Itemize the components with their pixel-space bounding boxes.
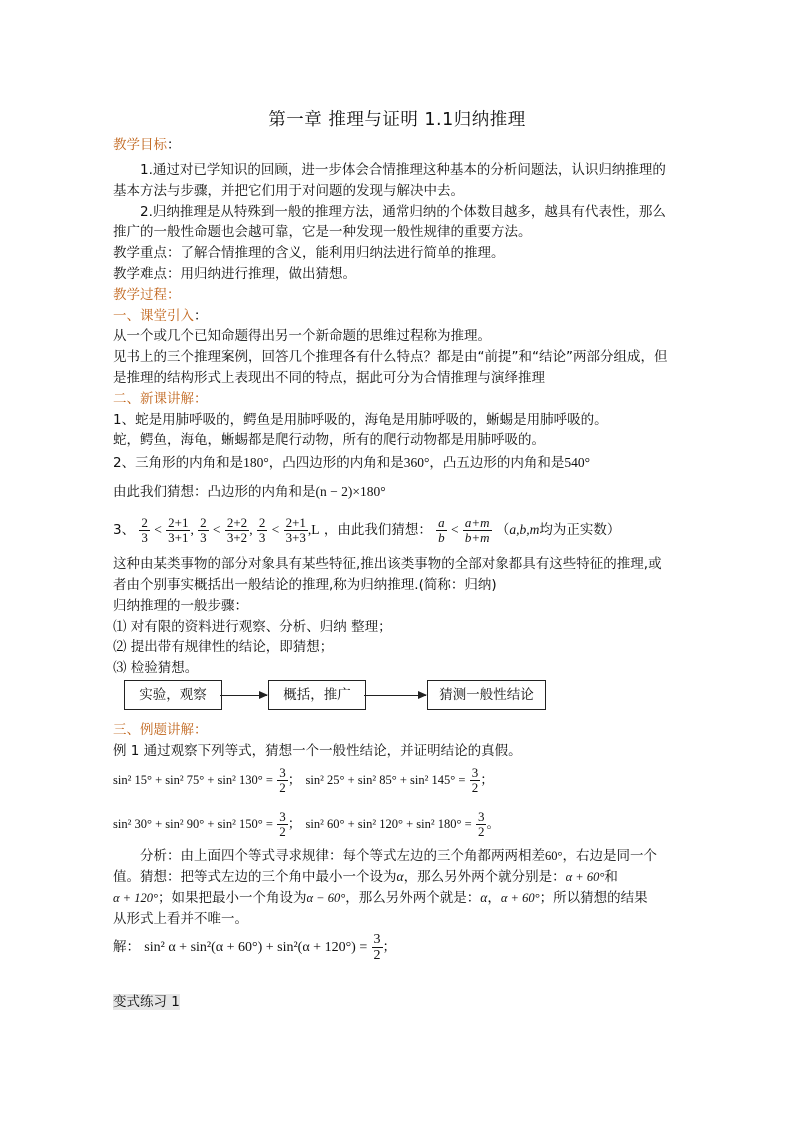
flow-box-conclusion: 猜测一般性结论 [427,680,546,710]
objectives-heading: 教学目标 [113,137,167,153]
equation-1-semicolon: ； [287,772,302,788]
step-2: ⑵ 提出带有规律性的结论，即猜想； [113,639,334,655]
analysis-2-alpha: α [396,869,404,884]
objectives-heading-line [113,135,181,155]
section1-line-1: 从一个或几个已知命题得出另一个新命题的思维过程称为推理。 [113,328,491,344]
condition-open: （ [495,522,510,538]
less-than-3: < [271,522,280,537]
equation-row-2 [113,808,500,840]
angle-sum-540: 540° [564,455,591,470]
objective-2-line-b: 推广的一般性命题也会越可靠，它是一种发现一般性规律的重要方法。 [113,224,532,240]
equation-3: sin² 30° + sin² 90° + sin² 150° = [113,817,273,831]
step-3: ⑶ 检验猜想。 [113,660,199,676]
fraction-example-line [113,515,620,545]
equation-4: sin² 60° + sin² 120° + sin² 180° = [305,817,472,831]
definition-line-1: 这种由某类事物的部分对象具有某些特征,推出该类事物的全部对象都具有这些特征的推理,或 [113,556,662,572]
fraction-example-label: 3、 [113,522,136,538]
objectives-colon: ： [167,137,181,153]
section1-colon: ： [194,308,208,324]
less-than-4: < [450,522,459,537]
fraction-guess-1: $\frac{a}{b}$ [438,514,445,545]
flow-box-observe: 实验，观察 [124,680,222,710]
solution-semicolon: ； [382,939,397,955]
solution-label: 解： [113,939,140,955]
polygon-guess-formula: (n − 2)×180° [315,484,386,499]
less-than-2: < [212,522,221,537]
key-point: 教学重点：了解合情推理的含义，能利用归纳法进行简单的推理。 [113,245,505,261]
condition-text: 均为正实数） [539,522,621,538]
fraction-1: $\frac{2}{3}$ [141,514,148,545]
objective-2-line-a: 2.归纳推理是从特殊到一般的推理方法，通常归纳的个体数目越多，越具有代表性，那么 [140,204,666,220]
section2-line-1: 1、蛇是用肺呼吸的，鳄鱼是用肺呼吸的，海龟是用肺呼吸的，蜥蜴是用肺呼吸的。 [113,412,608,428]
variant-practice-label: 变式练习 1 [113,994,180,1010]
objective-1-line-b: 基本方法与步骤，并把它们用于对问题的发现与解决中去。 [113,183,464,199]
analysis-line-1 [140,846,657,866]
section2-heading: 二、新课讲解： [113,391,208,407]
section2-line-2: 蛇，鳄鱼，海龟，蜥蜴都是爬行动物，所有的爬行动物都是用肺呼吸的。 [113,432,545,448]
analysis-3-alpha: α [480,890,488,905]
analysis-line-4: 从形式上看并不唯一。 [113,911,248,927]
analysis-3-expr: α + 120° [113,891,158,905]
analysis-3-sep: ， [487,890,501,906]
section1-heading: 一、课堂引入 [113,308,194,324]
equation-2-fraction: $\frac{3}{2}$ [471,764,479,795]
comma-2: , [249,522,253,537]
equation-3-fraction: $\frac{3}{2}$ [279,808,286,839]
analysis-line-2 [113,867,618,887]
equation-2: sin² 25° + sin² 85° + sin² 145° = [305,773,466,787]
less-than-1: < [154,522,162,537]
analysis-1-text-a: 分析：由上面四个等式寻求规律：每个等式左边的三个角都两两相差 [140,848,545,864]
fraction-4: $\frac{2+2}{3+2}$ [226,514,248,545]
flow-box-generalize: 概括，推广 [268,680,366,710]
analysis-1-degree: 60° [545,849,563,863]
angle-sum-180: 180° [243,455,269,470]
section3-heading: 三、例题讲解： [113,722,208,738]
flow-arrow-2 [364,695,426,696]
equation-4-period: 。 [486,816,500,832]
section2-line-3 [113,453,590,473]
fraction-2: $\frac{2+1}{3+1}$ [168,514,189,545]
section1-line-3: 是推理的结构形式上表现出不同的特点，据此可分为合情推理与演绎推理 [113,370,545,386]
section1-heading-line [113,306,208,326]
analysis-3-text-c: ；所以猜想的结果 [539,890,648,906]
equation-4-fraction: $\frac{3}{2}$ [477,808,485,839]
analysis-3-expr-3: α + 60° [500,891,540,905]
steps-heading: 归纳推理的一般步骤： [113,598,248,614]
solution-fraction: $\frac{3}{2}$ [373,931,381,963]
step-1: ⑴ 对有限的资料进行观察、分析、归纳 整理； [113,619,392,635]
equation-2-semicolon: ； [480,772,494,788]
angle-sum-360: 360° [403,455,430,470]
section2-line-4 [113,482,386,502]
equation-3-semicolon: ； [287,816,302,832]
equation-row-1 [113,764,494,796]
fraction-guess-text: ，由此我们猜想： [323,522,432,538]
analysis-line-3 [113,888,648,908]
comma-1: , [190,522,194,537]
polygon-guess-prefix: 由此我们猜想：凸边形的内角和是 [113,484,316,500]
process-heading: 教学过程： [113,287,181,303]
ellipsis: ,L [307,522,320,537]
angle-sum-mid-2: ，凸五边形的内角和是 [429,455,565,471]
angle-sum-mid-1: ，凸四边形的内角和是 [268,455,404,471]
page-title: 第一章 推理与证明 1.1归纳推理 [268,110,526,130]
analysis-3-expr-2: α − 60° [306,891,346,905]
fraction-5: $\frac{2}{3}$ [258,514,266,545]
condition-vars: a,b,m [509,522,540,537]
definition-line-2: 者由个别事实概括出一般结论的推理,称为归纳推理.(简称：归纳) [113,577,497,593]
analysis-3-text-b: ，那么另外两个就是： [345,890,481,906]
example-1: 例 1 通过观察下列等式，猜想一个一般性结论，并证明结论的真假。 [113,743,522,759]
flow-arrow-1 [220,695,267,696]
solution-line [113,930,396,965]
fraction-6: $\frac{2+1}{3+3}$ [285,514,306,545]
analysis-3-text-a: ；如果把最小一个角设为 [158,890,307,906]
difficulty: 教学难点：用归纳进行推理，做出猜想。 [113,266,356,282]
variant-practice [113,992,180,1012]
analysis-2-text-b: ，那么另外两个就分别是： [403,869,566,885]
equation-1-fraction: $\frac{3}{2}$ [279,764,286,795]
analysis-2-expr: α + 60° [565,870,605,884]
analysis-2-text-a: 值。猜想：把等式左边的三个角中最小一个设为 [113,869,397,885]
section1-line-2: 见书上的三个推理案例，回答几个推理各有什么特点？都是由“前提”和“结论”两部分组成，但 [113,349,668,365]
solution-expression: sin² α + sin²(α + 60°) + sin²(α + 120°) = [144,940,368,955]
analysis-2-text-c: 和 [604,869,618,885]
fraction-3: $\frac{2}{3}$ [200,514,207,545]
fraction-guess-2: $\frac{a+m}{b+m}$ [464,514,490,545]
objective-1-line-a: 1.通过对已学知识的回顾，进一步体会合情推理这种基本的分析问题法，认识归纳推理的 [140,162,666,178]
analysis-1-text-b: ，右边是同一个 [562,848,657,864]
equation-1: sin² 15° + sin² 75° + sin² 130° = [113,773,273,787]
angle-sum-prefix: 2、三角形的内角和是 [113,455,244,471]
